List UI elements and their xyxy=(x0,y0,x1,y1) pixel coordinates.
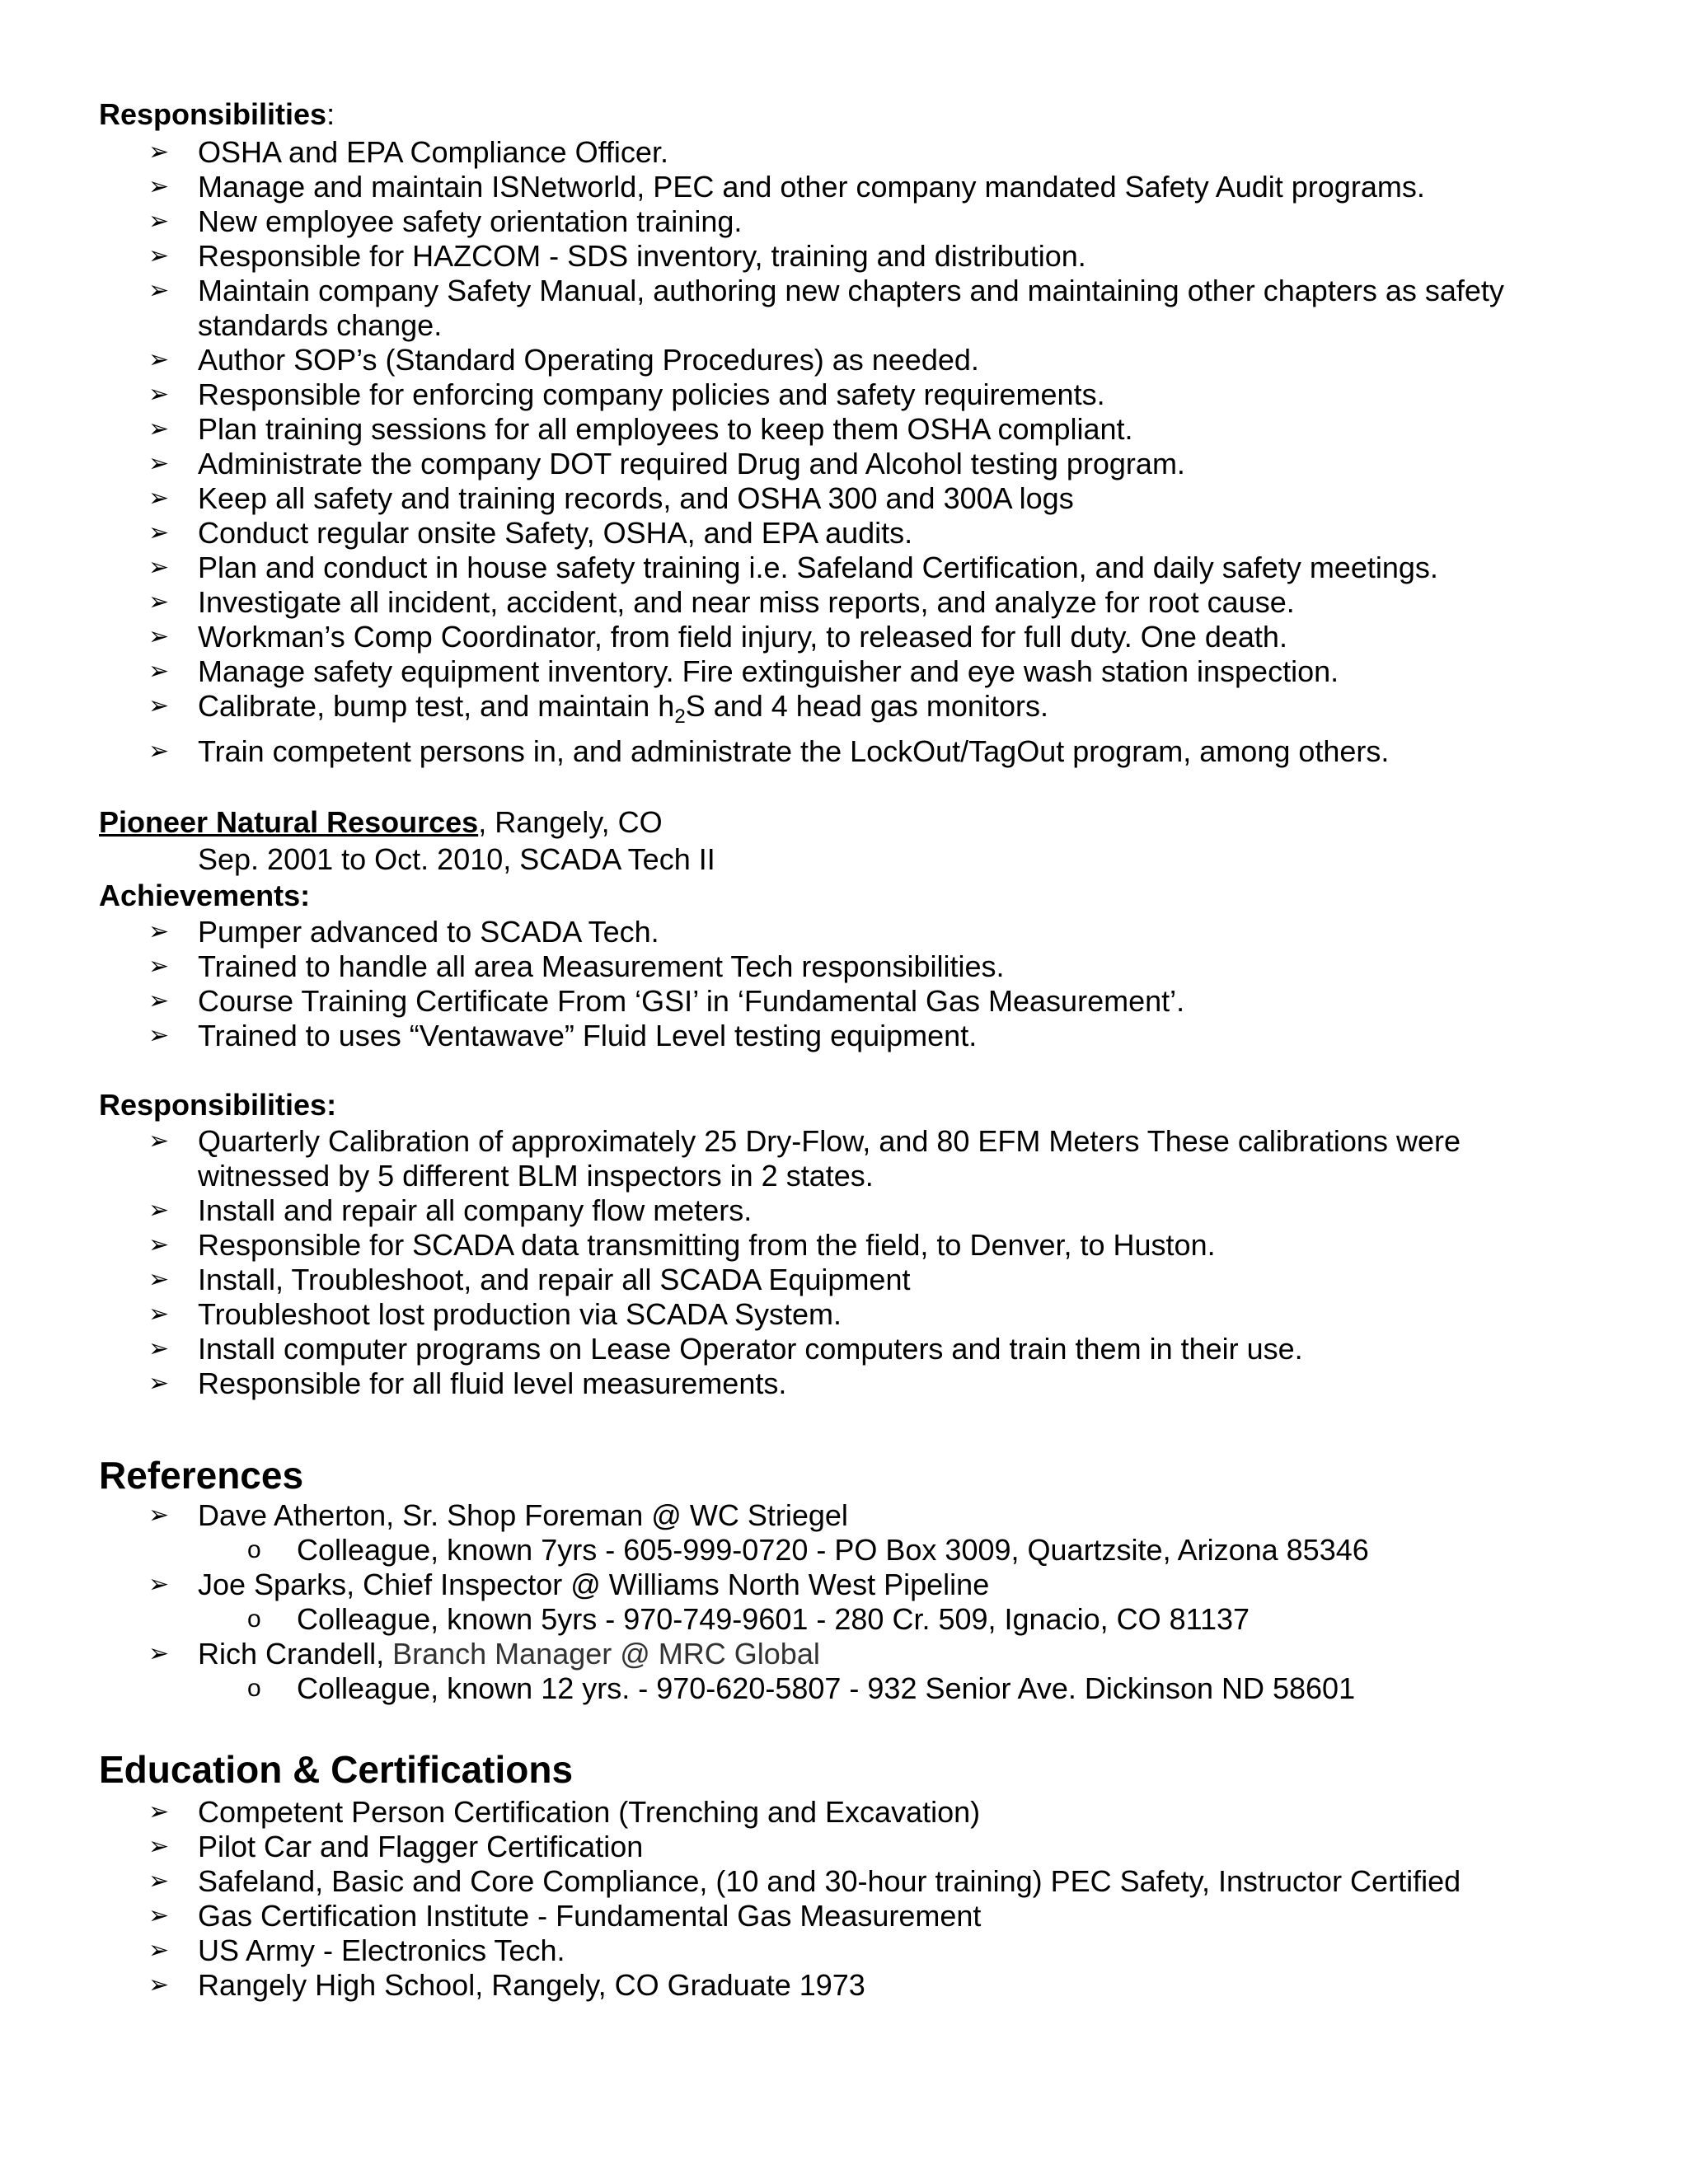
list-item xyxy=(0,274,1550,343)
list-item xyxy=(0,516,1550,551)
list-item-text: Investigate all incident, accident, and near miss reports, and analyze for root cause. xyxy=(198,585,1295,619)
reference-title: Branch Manager @ MRC Global xyxy=(384,1637,820,1671)
list-item-text: Administrate the company DOT required Drug and Alcohol testing program. xyxy=(198,447,1185,480)
list-item xyxy=(0,1899,1550,1933)
bullet-arrow-icon: ➢ xyxy=(148,415,170,443)
list-item xyxy=(0,170,1550,204)
bullet-arrow-icon: ➢ xyxy=(148,953,170,980)
list-item xyxy=(0,343,1550,377)
bullet-arrow-icon: ➢ xyxy=(148,1197,170,1224)
list-item xyxy=(0,447,1550,481)
bullet-circle-icon: o xyxy=(247,1675,261,1702)
list-item xyxy=(0,1864,1550,1899)
list-item-text: Install and repair all company flow meters. xyxy=(198,1193,753,1227)
list-item-text: Plan training sessions for all employees to keep them OSHA compliant. xyxy=(198,412,1133,446)
reference-name: Dave Atherton, Sr. Shop Foreman @ WC Striegel xyxy=(198,1498,848,1532)
list-item-text: Responsible for enforcing company policies and safety requirements. xyxy=(198,377,1105,411)
bullet-arrow-icon: ➢ xyxy=(148,1301,170,1328)
bullet-circle-icon: o xyxy=(247,1605,261,1633)
bullet-arrow-icon: ➢ xyxy=(148,554,170,581)
list-item-text: Troubleshoot lost production via SCADA System. xyxy=(198,1297,842,1331)
company-location: , Rangely, CO xyxy=(478,805,663,839)
calibrate-text-before: Calibrate, bump test, and maintain h xyxy=(198,689,675,723)
bullet-arrow-icon: ➢ xyxy=(148,1798,170,1825)
list-item xyxy=(0,1830,1550,1864)
reference-detail xyxy=(0,1533,1550,1568)
employment-dates: Sep. 2001 to Oct. 2010, SCADA Tech II xyxy=(198,842,715,876)
list-item-text: New employee safety orientation training. xyxy=(198,204,743,238)
bullet-arrow-icon: ➢ xyxy=(148,242,170,269)
list-item xyxy=(0,1193,1550,1228)
reference-item xyxy=(0,1568,1550,1602)
list-item-text: Rangely High School, Rangely, CO Graduate 1973 xyxy=(198,1968,865,2002)
responsibilities-heading-colon: : xyxy=(326,97,335,131)
bullet-arrow-icon: ➢ xyxy=(148,1335,170,1362)
list-item xyxy=(0,654,1550,689)
bullet-arrow-icon: ➢ xyxy=(148,588,170,616)
list-item xyxy=(0,1124,1550,1193)
list-item-text: Responsible for HAZCOM - SDS inventory, training and distribution. xyxy=(198,239,1086,273)
reference-detail-text: Colleague, known 5yrs - 970-749-9601 - 280 Cr. 509, Ignacio, CO 81137 xyxy=(297,1602,1250,1636)
references-heading: References xyxy=(99,1454,304,1497)
employer-line xyxy=(99,805,663,840)
list-item-text: Trained to handle all area Measurement Tech responsibilities. xyxy=(198,949,1005,983)
company-name: Pioneer Natural Resources xyxy=(99,805,479,839)
pioneer-responsibilities-list xyxy=(0,1124,1550,1401)
list-item xyxy=(0,689,1550,734)
achievements-list xyxy=(0,915,1550,1053)
reference-item xyxy=(0,1637,1550,1671)
list-item-text: Gas Certification Institute - Fundamental Gas Measurement xyxy=(198,1899,982,1933)
reference-name: Rich Crandell, xyxy=(198,1637,385,1671)
bullet-arrow-icon: ➢ xyxy=(148,1902,170,1929)
bullet-arrow-icon: ➢ xyxy=(148,450,170,477)
list-item-text: Pilot Car and Flagger Certification xyxy=(198,1830,644,1863)
list-item-text: Conduct regular onsite Safety, OSHA, and EPA audits. xyxy=(198,516,913,550)
list-item xyxy=(0,135,1550,170)
list-item-text: Competent Person Certification (Trenching and Excavation) xyxy=(198,1795,981,1829)
list-item-text: Manage and maintain ISNetworld, PEC and other company mandated Safety Audit programs. xyxy=(198,170,1425,204)
list-item xyxy=(0,1933,1550,1968)
list-item-text: Keep all safety and training records, and OSHA 300 and 300A logs xyxy=(198,481,1074,515)
bullet-arrow-icon: ➢ xyxy=(148,138,170,166)
list-item xyxy=(0,984,1550,1019)
education-heading: Education & Certifications xyxy=(99,1748,574,1791)
reference-detail xyxy=(0,1671,1550,1706)
bullet-arrow-icon: ➢ xyxy=(148,658,170,685)
reference-item xyxy=(0,1498,1550,1533)
bullet-arrow-icon: ➢ xyxy=(148,1640,170,1667)
list-item-text: Workman’s Comp Coordinator, from field injury, to released for full duty. One death. xyxy=(198,620,1287,654)
list-item xyxy=(0,1795,1550,1830)
bullet-arrow-icon: ➢ xyxy=(148,1022,170,1049)
list-item xyxy=(0,1332,1550,1366)
bullet-arrow-icon: ➢ xyxy=(148,1833,170,1860)
achievements-heading: Achievements: xyxy=(99,879,311,912)
list-item xyxy=(0,239,1550,274)
bullet-arrow-icon: ➢ xyxy=(148,987,170,1015)
list-item xyxy=(0,1228,1550,1263)
calibrate-subscript: 2 xyxy=(674,705,686,729)
bullet-arrow-icon: ➢ xyxy=(148,1127,170,1155)
bullet-arrow-icon: ➢ xyxy=(148,1868,170,1895)
reference-detail xyxy=(0,1602,1550,1637)
references-list xyxy=(0,1498,1550,1706)
list-item-text: Responsible for SCADA data transmitting from the field, to Denver, to Huston. xyxy=(198,1228,1216,1262)
bullet-arrow-icon: ➢ xyxy=(148,692,170,719)
list-item-text: Plan and conduct in house safety training i.e. Safeland Certification, and daily safety meetings. xyxy=(198,551,1438,584)
bullet-arrow-icon: ➢ xyxy=(148,277,170,304)
responsibilities-heading-text: Responsibilities xyxy=(99,97,327,131)
list-item-text xyxy=(198,689,1048,729)
responsibilities-heading xyxy=(99,97,335,132)
bullet-arrow-icon: ➢ xyxy=(148,738,170,766)
bullet-arrow-icon: ➢ xyxy=(148,1231,170,1258)
list-item-text: Install computer programs on Lease Operator computers and train them in their use. xyxy=(198,1332,1303,1366)
list-item xyxy=(0,1366,1550,1401)
list-item xyxy=(0,551,1550,585)
safety-responsibilities-list xyxy=(0,135,1550,769)
bullet-arrow-icon: ➢ xyxy=(148,1971,170,1999)
bullet-arrow-icon: ➢ xyxy=(148,918,170,945)
list-item xyxy=(0,585,1550,620)
list-item-text: Pumper advanced to SCADA Tech. xyxy=(198,915,659,949)
pioneer-responsibilities-heading: Responsibilities: xyxy=(99,1088,337,1122)
bullet-arrow-icon: ➢ xyxy=(148,1571,170,1598)
list-item xyxy=(0,377,1550,412)
list-item-text: Author SOP’s (Standard Operating Procedures) as needed. xyxy=(198,343,979,377)
list-item xyxy=(0,412,1550,447)
bullet-arrow-icon: ➢ xyxy=(148,173,170,200)
reference-detail-text: Colleague, known 7yrs - 605-999-0720 - PO Box 3009, Quartzsite, Arizona 85346 xyxy=(297,1533,1369,1567)
list-item xyxy=(0,949,1550,984)
list-item xyxy=(0,481,1550,516)
list-item xyxy=(0,1297,1550,1332)
bullet-arrow-icon: ➢ xyxy=(148,346,170,373)
list-item-text: Responsible for all fluid level measurements. xyxy=(198,1366,787,1400)
list-item-text: Train competent persons in, and administrate the LockOut/TagOut program, among others. xyxy=(198,734,1390,769)
bullet-arrow-icon: ➢ xyxy=(148,519,170,546)
list-item xyxy=(0,734,1550,769)
reference-name: Joe Sparks, Chief Inspector @ Williams North West Pipeline xyxy=(198,1568,990,1601)
calibrate-text-after: S and 4 head gas monitors. xyxy=(685,689,1048,723)
list-item xyxy=(0,1019,1550,1053)
list-item-text: Manage safety equipment inventory. Fire extinguisher and eye wash station inspection. xyxy=(198,654,1339,688)
list-item-text: Course Training Certificate From ‘GSI’ in ‘Fundamental Gas Measurement’. xyxy=(198,984,1185,1018)
bullet-arrow-icon: ➢ xyxy=(148,485,170,512)
list-item xyxy=(0,1968,1550,2003)
list-item xyxy=(0,915,1550,949)
bullet-circle-icon: o xyxy=(247,1536,261,1563)
bullet-arrow-icon: ➢ xyxy=(148,1502,170,1529)
list-item-text: US Army - Electronics Tech. xyxy=(198,1933,565,1967)
list-item-text: Quarterly Calibration of approximately 25 Dry-Flow, and 80 EFM Meters These calibrations were witnessed by 5 different BLM inspectors in 2 states. xyxy=(198,1124,1461,1193)
list-item xyxy=(0,204,1550,239)
list-item-text: Safeland, Basic and Core Compliance, (10 and 30-hour training) PEC Safety, Instructor Certified xyxy=(198,1864,1461,1898)
bullet-arrow-icon: ➢ xyxy=(148,208,170,235)
reference-detail-text: Colleague, known 12 yrs. - 970-620-5807 - 932 Senior Ave. Dickinson ND 58601 xyxy=(297,1671,1356,1705)
bullet-arrow-icon: ➢ xyxy=(148,381,170,408)
bullet-arrow-icon: ➢ xyxy=(148,1370,170,1397)
list-item-text: OSHA and EPA Compliance Officer. xyxy=(198,135,668,169)
education-list xyxy=(0,1795,1550,2003)
list-item xyxy=(0,1263,1550,1297)
list-item-text: Maintain company Safety Manual, authoring new chapters and maintaining other chapters as safety standards change. xyxy=(198,274,1504,342)
bullet-arrow-icon: ➢ xyxy=(148,1937,170,1964)
bullet-arrow-icon: ➢ xyxy=(148,1266,170,1293)
list-item-text: Trained to uses “Ventawave” Fluid Level testing equipment. xyxy=(198,1019,978,1052)
bullet-arrow-icon: ➢ xyxy=(148,623,170,650)
list-item-text: Install, Troubleshoot, and repair all SCADA Equipment xyxy=(198,1263,911,1296)
list-item xyxy=(0,620,1550,654)
